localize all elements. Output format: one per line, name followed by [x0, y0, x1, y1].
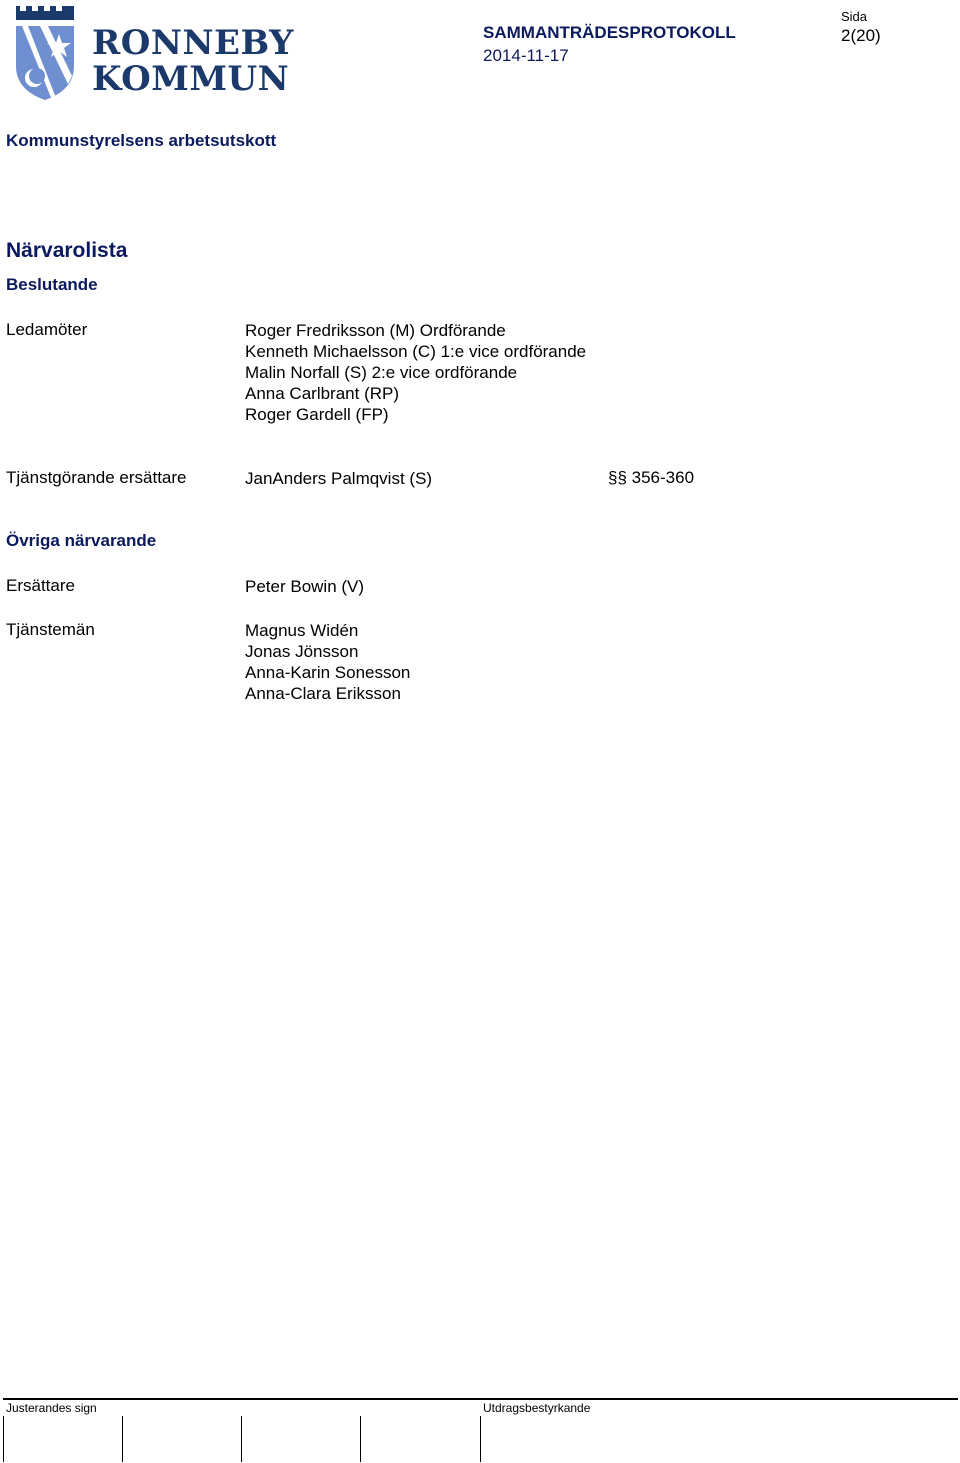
- serving-substitute-paragraphs: §§ 356-360: [608, 468, 695, 487]
- signature-divider: [480, 1416, 481, 1462]
- sign-label: Justerandes sign: [6, 1401, 97, 1415]
- list-item: Anna Carlbrant (RP): [245, 384, 400, 403]
- signature-divider: [3, 1416, 4, 1462]
- list-item: Magnus Widén: [245, 621, 359, 640]
- list-item: Kenneth Michaelsson (C) 1:e vice ordförande: [245, 342, 587, 361]
- extract-label: Utdragsbestyrkande: [483, 1401, 591, 1415]
- list-item: Anna-Karin Sonesson: [245, 663, 411, 682]
- list-item: Malin Norfall (S) 2:e vice ordförande: [245, 363, 518, 382]
- list-item: Jonas Jönsson: [245, 642, 359, 661]
- serving-substitute-label: Tjänstgörande ersättare: [6, 468, 187, 487]
- serving-substitute-name: JanAnders Palmqvist (S): [245, 469, 433, 488]
- signature-divider: [360, 1416, 361, 1462]
- committee-name: Kommunstyrelsens arbetsutskott: [6, 131, 277, 150]
- document-type: SAMMANTRÄDESPROTOKOLL: [483, 23, 736, 42]
- page-label: Sida: [841, 9, 868, 24]
- members-list: [245, 320, 586, 425]
- signature-footer: [3, 1398, 958, 1462]
- logo-line2: KOMMUN: [92, 59, 290, 99]
- others-heading: Övriga närvarande: [6, 531, 157, 550]
- list-item: Roger Fredriksson (M) Ordförande: [245, 321, 506, 340]
- signature-divider: [122, 1416, 123, 1462]
- logo-line1: RONNEBY: [92, 23, 294, 63]
- ronneby-kommun-logo: [12, 4, 294, 104]
- decision-heading: Beslutande: [6, 275, 98, 294]
- meeting-date: 2014-11-17: [483, 46, 569, 65]
- members-label: Ledamöter: [6, 320, 88, 339]
- substitutes-list: [245, 576, 364, 597]
- substitutes-label: Ersättare: [6, 576, 75, 595]
- coat-of-arms-icon: [12, 4, 78, 102]
- page-number: 2(20): [841, 26, 881, 45]
- officials-list: [245, 620, 410, 704]
- officials-label: Tjänstemän: [6, 620, 95, 639]
- list-item: Anna-Clara Eriksson: [245, 684, 401, 703]
- list-item: Roger Gardell (FP): [245, 405, 389, 424]
- list-item: Peter Bowin (V): [245, 577, 365, 596]
- signature-divider: [241, 1416, 242, 1462]
- page-title: Närvarolista: [6, 239, 128, 262]
